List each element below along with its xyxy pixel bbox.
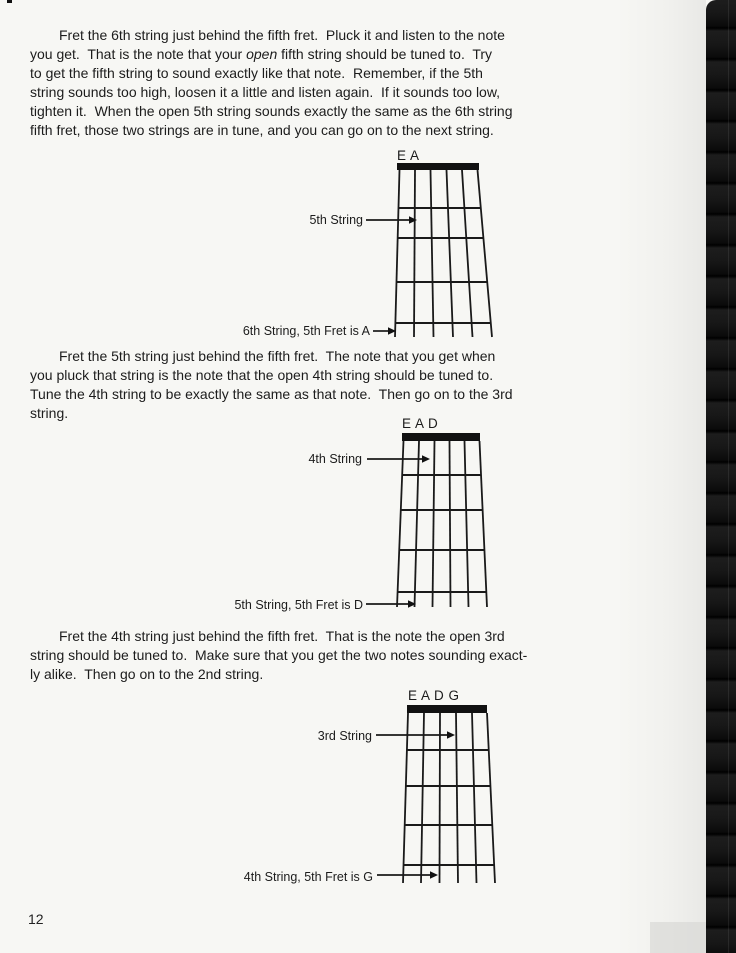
- text-segment-italic: open: [246, 46, 278, 62]
- paragraph-tune-5th-string: [30, 26, 513, 140]
- arrow-right-icon: [366, 216, 417, 224]
- fretboard-diagram-ead: [225, 415, 510, 615]
- fretboard-diagram-ea: [225, 145, 510, 345]
- paragraph-tune-3rd-string: [30, 627, 527, 684]
- text-line: string sounds too high, loosen it a little and listen again. If it sounds too low,: [30, 84, 501, 100]
- arrow-right-icon: [377, 871, 438, 879]
- text-line: you pluck that string is the note that the open 4th string should be tuned to.: [30, 367, 494, 383]
- fret-callout-label: 5th String, 5th Fret is D: [234, 598, 363, 612]
- fretboard-diagram-eadg: [225, 685, 520, 895]
- text-line: Fret the 4th string just behind the fifth fret. That is the note the open 3rd: [59, 628, 505, 644]
- fret-lines: [398, 475, 487, 592]
- text-segment: fifth string should be tuned to. Try: [277, 46, 493, 62]
- text-segment: you get. That is the note that your: [30, 46, 247, 62]
- text-line: fifth fret, those two strings are in tune, and you can go on to the next string.: [30, 122, 494, 138]
- text-line: to get the fifth string to sound exactly like that note. Remember, if the 5th: [30, 65, 483, 81]
- scan-margin-shading: [615, 0, 706, 953]
- string-lines: [397, 441, 487, 607]
- text-line: Tune the 4th string to be exactly the same as that note. Then go on to the 3rd: [30, 386, 513, 402]
- page-number: 12: [28, 911, 44, 927]
- binding-highlight-line: [728, 0, 729, 953]
- string-callout-label: 4th String: [308, 452, 362, 466]
- nut-bar: [402, 433, 480, 441]
- text-line: [30, 45, 513, 64]
- open-note-labels: E A D G: [408, 688, 460, 703]
- arrow-right-icon: [373, 327, 396, 335]
- fret-lines: [395, 208, 490, 323]
- fret-callout-label: 6th String, 5th Fret is A: [242, 324, 370, 338]
- arrow-right-icon: [366, 600, 416, 608]
- text-line: ly alike. Then go on to the 2nd string.: [30, 666, 264, 682]
- scan-artifact-patch: [650, 922, 706, 953]
- string-lines: [395, 170, 492, 337]
- arrow-right-icon: [376, 731, 455, 739]
- nut-bar: [407, 705, 487, 713]
- book-binding-edge: [706, 0, 736, 953]
- open-note-labels: E A: [397, 148, 420, 163]
- text-line: Fret the 5th string just behind the fifth fret. The note that you get when: [59, 348, 496, 364]
- arrow-right-icon: [367, 455, 430, 463]
- text-line: Fret the 6th string just behind the fifth fret. Pluck it and listen to the note: [59, 27, 505, 43]
- text-line: string should be tuned to. Make sure that you get the two notes sounding exact-: [30, 647, 528, 663]
- string-callout-label: 3rd String: [317, 729, 372, 743]
- fret-callout-label: 4th String, 5th Fret is G: [243, 870, 373, 884]
- string-callout-label: 5th String: [309, 213, 363, 227]
- open-note-labels: E A D: [402, 416, 439, 431]
- fret-lines: [404, 750, 495, 865]
- paragraph-tune-4th-string: [30, 347, 513, 423]
- nut-bar: [397, 163, 479, 170]
- string-lines: [403, 713, 495, 883]
- text-line: string.: [30, 405, 69, 421]
- text-line: tighten it. When the open 5th string sounds exactly the same as the 6th string: [30, 103, 513, 119]
- scan-corner-mark: [7, 0, 12, 3]
